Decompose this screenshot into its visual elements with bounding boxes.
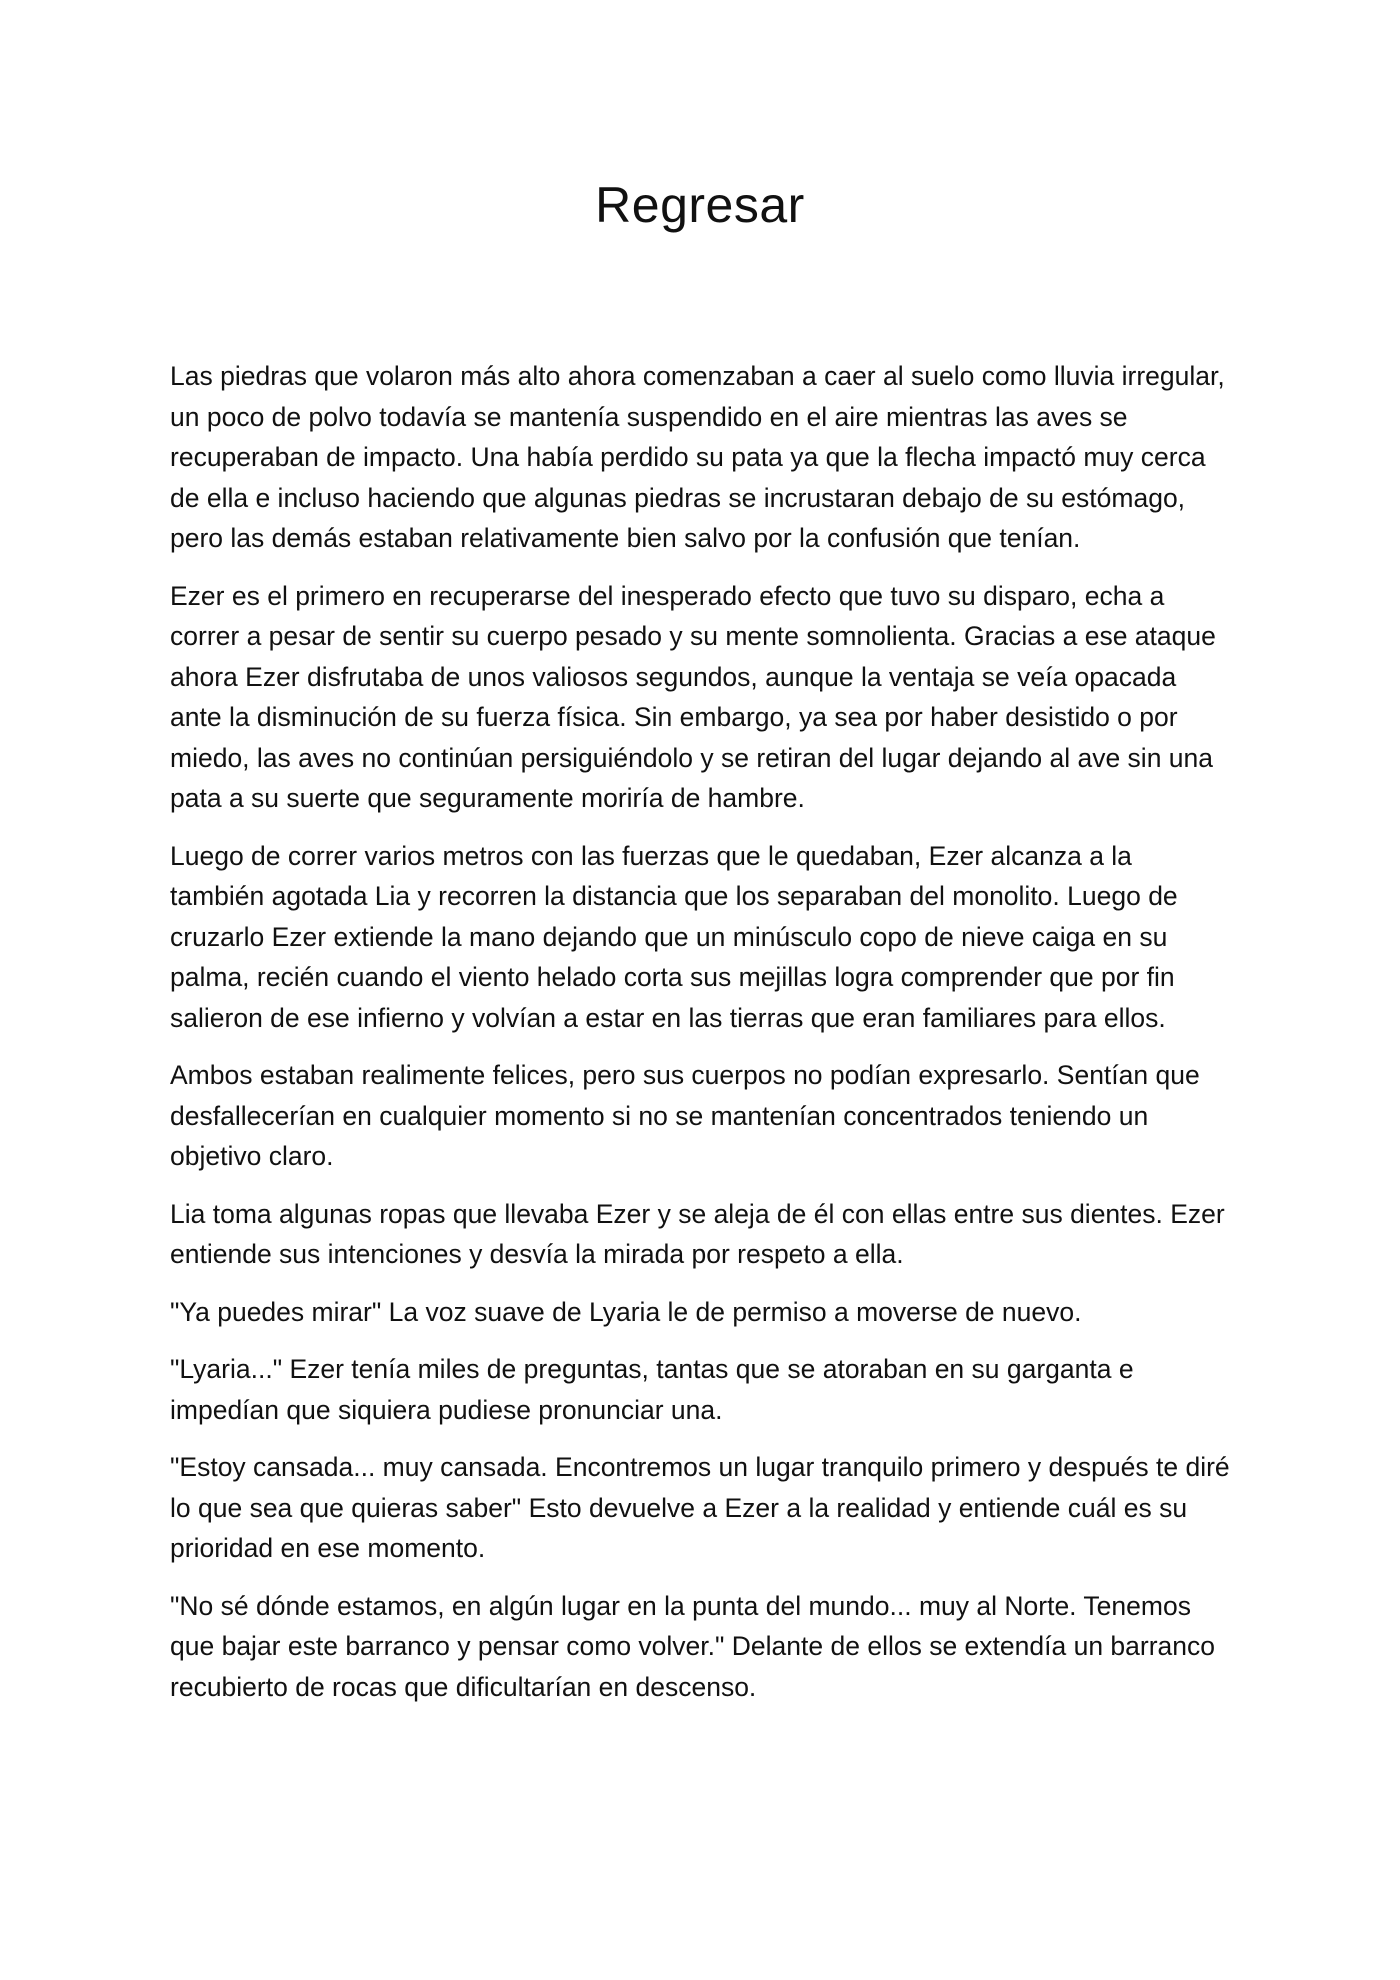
paragraph-6: "Ya puedes mirar" La voz suave de Lyaria le de permiso a moverse de nuevo. (170, 1296, 1082, 1327)
paragraph-9: "No sé dónde estamos, en algún lugar en la punta del mundo... muy al Norte. Tenemos que bajar este barranco y pensar como volver." Delante de ellos se extendía un barranco recubierto de rocas que dificultarían en descenso. (170, 1590, 1216, 1702)
paragraph-8: "Estoy cansada... muy cansada. Encontremos un lugar tranquilo primero y después te diré lo que sea que quieras saber" Esto devuelve a Ezer a la realidad y entiende cuál es su prioridad en ese momento. (170, 1452, 1230, 1563)
paragraph-7: "Lyaria..." Ezer tenía miles de preguntas, tantas que se atoraban en su garganta e impedían que siquiera pudiese pronunciar una. (170, 1354, 1134, 1425)
page-title: Regresar (595, 177, 805, 233)
document-body (170, 356, 1230, 1724)
paragraph-4: Ambos estaban realimente felices, pero sus cuerpos no podían expresarlo. Sentían que desfallecerían en cualquier momento si no se mantenían concentrados teniendo un objetivo claro. (170, 1060, 1200, 1171)
paragraph-1: Las piedras que volaron más alto ahora comenzaban a caer al suelo como lluvia irregular, un poco de polvo todavía se mantenía suspendido en el aire mientras las aves se recuperaban de impacto. Una había perdido su pata ya que la flecha impactó muy cerca de ella e incluso haciendo que algunas piedras se incrustaran debajo de su estómago, pero las demás estaban relativamente bien salvo por la confusión que tenían. (170, 361, 1225, 553)
paragraph-5: Lia toma algunas ropas que llevaba Ezer y se aleja de él con ellas entre sus dientes. Ezer entiende sus intenciones y desvía la mirada por respeto a ella. (170, 1198, 1225, 1269)
paragraph-3: Luego de correr varios metros con las fuerzas que le quedaban, Ezer alcanza a la también agotada Lia y recorren la distancia que los separaban del monolito. Luego de cruzarlo Ezer extiende la mano dejando que un minúsculo copo de nieve caiga en su palma, recién cuando el viento helado corta sus mejillas logra comprender que por fin salieron de ese infierno y volvían a estar en las tierras que eran familiares para ellos. (170, 840, 1178, 1033)
paragraph-2: Ezer es el primero en recuperarse del inesperado efecto que tuvo su disparo, echa a correr a pesar de sentir su cuerpo pesado y su mente somnolienta. Gracias a ese ataque ahora Ezer disfrutaba de unos valiosos segundos, aunque la ventaja se veía opacada ante la disminución de su fuerza física. Sin embargo, ya sea por haber desistido o por miedo, las aves no continúan persiguiéndolo y se retiran del lugar dejando al ave sin una pata a su suerte que seguramente moriría de hambre. (170, 580, 1216, 813)
